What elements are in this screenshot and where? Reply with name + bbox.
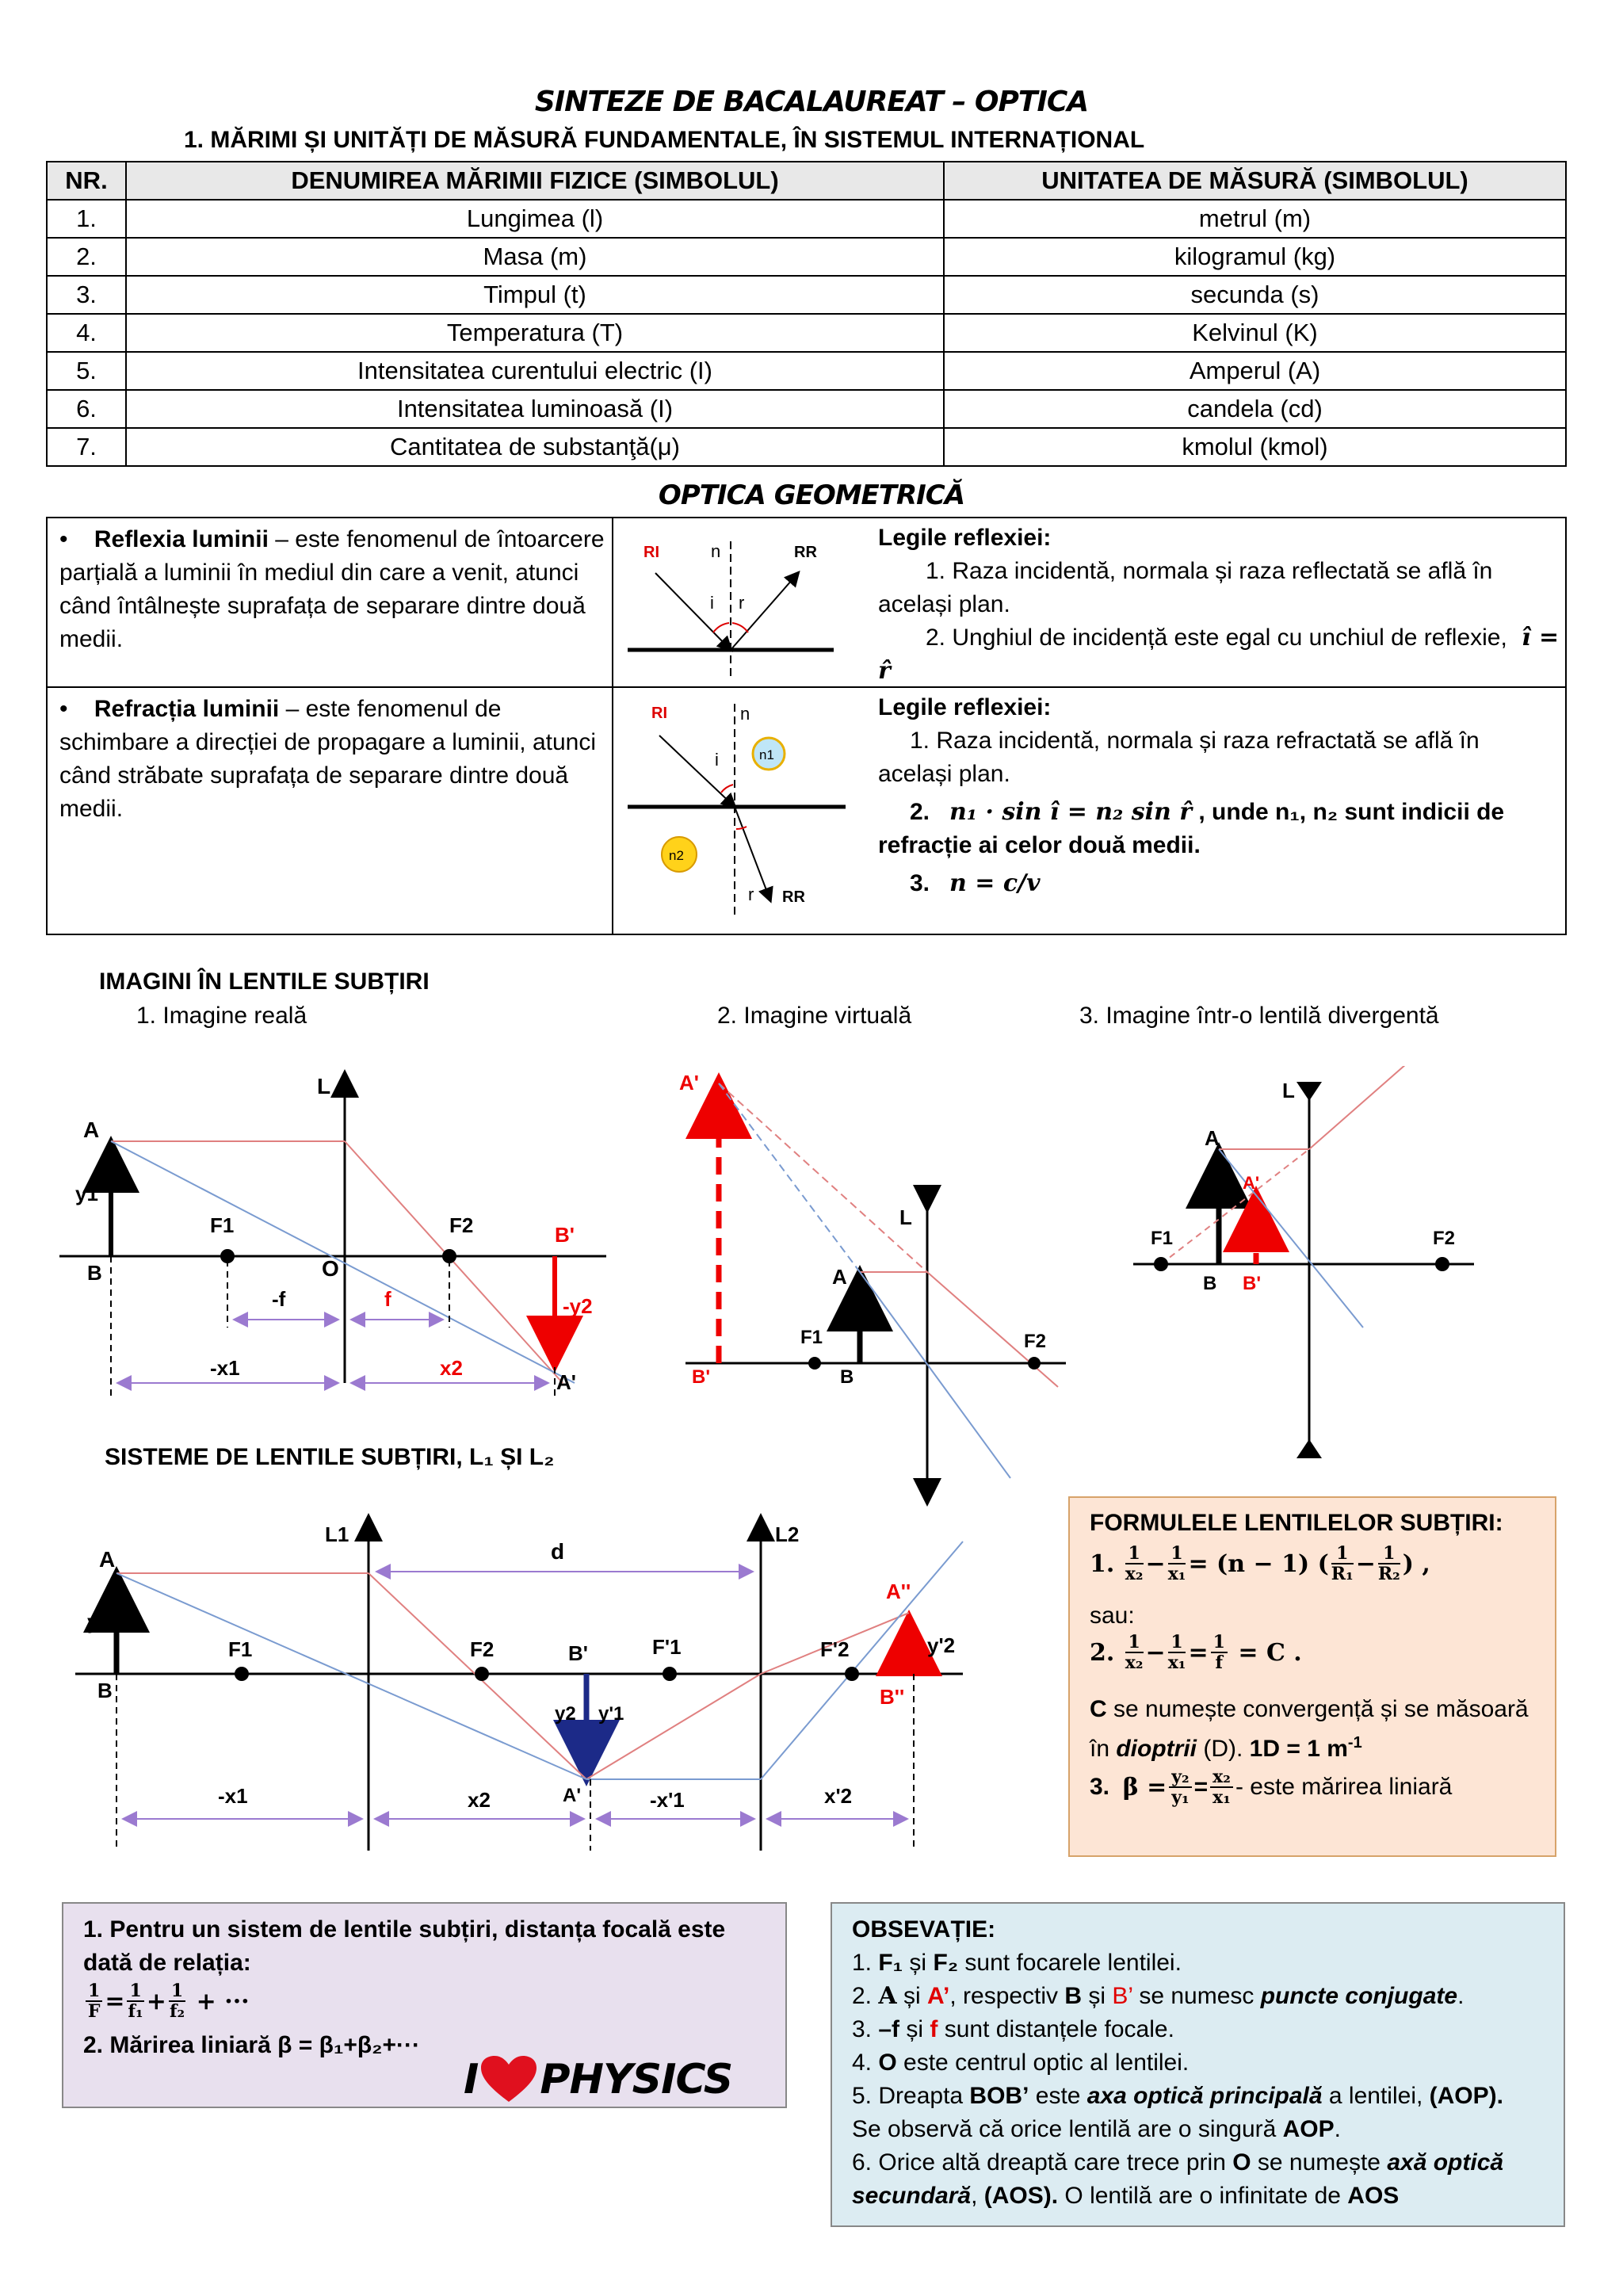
point-b-prime: B' [568, 1641, 588, 1665]
refractia-law-3 [878, 867, 1560, 900]
beta-symbol: β = [1122, 1773, 1167, 1801]
label-x2: x2 [440, 1356, 463, 1380]
refractia-law-1: 1. Raza incidentă, normala și raza refractată se află în același plan. [878, 728, 1480, 787]
units-table-header [47, 162, 1566, 200]
header-quantity: DENUMIREA MĂRIMII FIZICE (SIMBOLUL) [126, 162, 944, 200]
label-minus-y2: -y2 [563, 1294, 593, 1318]
divergent-lens-figure [1125, 1066, 1490, 1478]
system-focal-text: 1. Pentru un sistem de lentile subțiri, distanța focală este dată de relația: [83, 1916, 726, 1976]
label-normal-refr: n [740, 704, 750, 724]
table-cell: Intensitatea curentului electric (I) [126, 352, 944, 390]
formula-3-num: 3. [1090, 1774, 1110, 1800]
formula-2: 2. $\frac{1}{\text{x₂}}$ − $\frac{1}{\text{x₁}}$ = $\frac{1}{f}$ = C . [1090, 1632, 1302, 1673]
observation-item-1: 1. F₁ și F₂ sunt focarele lentilei. [852, 1950, 1182, 1976]
label-minus-x1: -x1 [218, 1784, 248, 1808]
convergence-symbol: C [1090, 1696, 1107, 1722]
label-y-prime-2: y'2 [927, 1633, 956, 1657]
label-i: i [710, 593, 714, 613]
refractia-law-2-rest: , unde n₁, n₂ sunt indicii de refracție ai celor două medii. [878, 799, 1505, 858]
table-cell: kilogramul (kg) [944, 238, 1566, 276]
refractia-laws [878, 691, 1560, 900]
heart-icon [479, 2054, 538, 2105]
table-cell: Masa (m) [126, 238, 944, 276]
caption-real-image: 1. Imagine reală [136, 1003, 307, 1029]
table-cell: metrul (m) [944, 200, 1566, 238]
label-y1: y1 [87, 1610, 110, 1633]
label-minus-x1: -x1 [210, 1356, 240, 1380]
observation-title: OBSEVAȚIE: [852, 1916, 996, 1943]
reflexia-law-2-formula: î = r̂ [878, 624, 1560, 685]
table-cell: candela (cd) [944, 390, 1566, 428]
table-cell: 1. [47, 200, 126, 238]
focus-f2: F2 [470, 1637, 495, 1661]
lens-system-box [62, 1902, 787, 2108]
observation-item-3: 3. –f și f sunt distanțele focale. [852, 2016, 1174, 2042]
reflexia-term: Reflexia luminii [94, 526, 269, 552]
observation-item-2: 2. A și A’, respectiv B și B’ se numesc puncte conjugate. [852, 1982, 1465, 2010]
convergence-unit: dioptrii [1116, 1736, 1197, 1762]
label-y1: y1 [75, 1182, 98, 1205]
label-x2: x2 [468, 1788, 491, 1812]
focus-f2: F2 [1024, 1331, 1047, 1352]
col-divider [612, 517, 613, 935]
label-i-refr: i [715, 750, 719, 770]
table-cell: 4. [47, 314, 126, 352]
system-focal-formula: $\frac{1}{F}$ = $\frac{1}{\text{f₁}}$ + $\frac{1}{\text{f₂}}$ + ··· [83, 1981, 250, 2021]
label-r: r [739, 593, 745, 613]
point-a-prime: A' [563, 1785, 582, 1806]
table-cell: Timpul (t) [126, 276, 944, 314]
label-x-prime-2: x'2 [824, 1784, 853, 1808]
lens-l2-label: L2 [775, 1522, 800, 1546]
observation-item-5: 5. Dreapta BOB’ este axa optică principală a lentilei, (AOP). Se observă că orice lentilă are o singură AOP. [852, 2083, 1503, 2142]
table-cell: Amperul (A) [944, 352, 1566, 390]
virtual-image-figure [670, 1066, 1074, 1510]
table-cell: 7. [47, 428, 126, 466]
refractia-law-3-num: 3. [910, 870, 930, 896]
table-cell: 5. [47, 352, 126, 390]
label-n1: n1 [759, 747, 774, 762]
point-b: B [87, 1261, 102, 1285]
real-image-figure [55, 1066, 610, 1407]
point-b: B [840, 1366, 854, 1388]
formulas-title: FORMULELE LENTILELOR SUBȚIRI: [1090, 1510, 1503, 1536]
observation-box [831, 1902, 1565, 2227]
convergence-text [1090, 1693, 1549, 1766]
header-nr: NR. [47, 162, 126, 200]
point-a: A [1205, 1126, 1220, 1150]
refractia-definition: • Refracția luminii – este fenomenul de schimbare a direcției de propagare a luminii, atunci când străbate suprafața de separare dintre două medii. [59, 696, 597, 822]
formula-or: sau: [1090, 1603, 1135, 1629]
lens-l1-label: L1 [325, 1522, 349, 1546]
formula-3-text: - este mărirea liniară [1235, 1774, 1453, 1800]
point-a-double-prime: A'' [886, 1580, 911, 1603]
section-title-units: 1. MĂRIMI ȘI UNITĂȚI DE MĂSURĂ FUNDAMENTALE, ÎN SISTEMUL INTERNAȚIONAL [184, 127, 1145, 153]
refractia-law-2 [878, 796, 1560, 862]
label-d: d [551, 1539, 565, 1564]
table-cell: Lungimea (l) [126, 200, 944, 238]
reflexia-definition-text: – este fenomenul de întoarcere parțială a luminii în mediul din care a venit, atunci când întâlnește suprafața de separare dintre două medii. [59, 526, 605, 652]
label-rr-refr: RR [782, 888, 805, 906]
reflexia-laws [878, 521, 1560, 688]
point-b: B [97, 1679, 113, 1702]
observation-item-4: 4. O este centrul optic al lentilei. [852, 2050, 1190, 2076]
label-minus-x-prime-1: -x'1 [650, 1788, 685, 1812]
label-minus-f: -f [272, 1287, 286, 1311]
header-unit: UNITATEA DE MĂSURĂ (SIMBOLUL) [944, 162, 1566, 200]
refraction-diagram [620, 696, 850, 922]
table-row [47, 238, 1566, 276]
table-cell: 3. [47, 276, 126, 314]
label-rr: RR [794, 544, 817, 561]
table-row [47, 314, 1566, 352]
reflexia-law-2-text: 2. Unghiul de incidență este egal cu unchiul de reflexie, [926, 625, 1507, 651]
point-b: B [1203, 1273, 1217, 1294]
point-b-prime: B' [1243, 1273, 1262, 1294]
diopter-exponent: -1 [1347, 1734, 1362, 1752]
focus-f1: F1 [210, 1213, 235, 1237]
reflexia-laws-title: Legile reflexiei: [878, 525, 1052, 551]
focus-f1: F1 [800, 1327, 823, 1348]
thin-lens-formulas-box [1068, 1496, 1556, 1857]
point-b-prime: B' [692, 1366, 711, 1388]
formula-3: 3. β = $\frac{\text{y₂}}{\text{y₁}}$ = $\frac{\text{x₂}}{\text{x₁}}$ - este mărirea liniară [1090, 1767, 1453, 1808]
focus-f2: F2 [449, 1213, 474, 1237]
table-row [47, 390, 1566, 428]
focus-f1: F1 [1151, 1228, 1174, 1249]
formula-1: 1. $\frac{1}{\text{x₂}}$ − $\frac{1}{\text{x₁}}$ = (n − 1) ( $\frac{1}{\text{R₁}}$ − $\frac{1}{\text{R₂}}$ ) , [1090, 1543, 1430, 1584]
refractia-definition-text: – este fenomenul de schimbare a direcției de propagare a luminii, atunci când străbate suprafața de separare dintre două medii. [59, 696, 597, 822]
caption-divergent-image: 3. Imagine într-o lentilă divergentă [1079, 1003, 1439, 1029]
i-love-physics-logo [464, 2054, 732, 2105]
table-cell: Intensitatea luminoasă (I) [126, 390, 944, 428]
focus-f-prime-2: F'2 [820, 1637, 850, 1661]
table-cell: secunda (s) [944, 276, 1566, 314]
refractia-term: Refracția luminii [94, 696, 280, 722]
table-row [47, 428, 1566, 466]
images-title: IMAGINI ÎN LENTILE SUBȚIRI [99, 968, 430, 995]
lens-system-figure [67, 1502, 979, 1862]
point-a: A [99, 1547, 116, 1572]
point-a-prime: A' [679, 1071, 699, 1095]
point-a: A [83, 1117, 100, 1142]
focus-f1: F1 [228, 1637, 253, 1661]
refractia-law-2-formula: n₁ · sin î = n₂ sin r̂ [949, 798, 1193, 826]
system-magnification: 2. Mărirea liniară β = β₁+β₂+··· [83, 2032, 420, 2058]
label-y-prime-1: y'1 [598, 1703, 624, 1725]
table-cell: Temperatura (T) [126, 314, 944, 352]
refractia-laws-title: Legile reflexiei: [878, 694, 1052, 720]
label-y2: y2 [555, 1703, 576, 1725]
table-cell: Kelvinul (K) [944, 314, 1566, 352]
table-cell: 6. [47, 390, 126, 428]
diopter-definition: 1D = 1 m [1249, 1736, 1348, 1762]
caption-virtual-image: 2. Imagine virtuală [717, 1003, 912, 1029]
formula-1-num: 1. [1090, 1549, 1115, 1578]
table-row [47, 200, 1566, 238]
table-cell: Cantitatea de substanţă(μ) [126, 428, 944, 466]
observation-item-6: 6. Orice altă dreaptă care trece prin O se numește axă optică secundară, (AOS). O lentilă are o infinitate de AOS [852, 2149, 1504, 2209]
lens-label: L [1282, 1079, 1295, 1102]
reflexia-law-2 [878, 621, 1560, 688]
logo-physics: PHYSICS [540, 2056, 733, 2103]
label-normal: n [711, 541, 721, 561]
point-b-prime: B' [555, 1223, 575, 1247]
units-table [46, 161, 1567, 467]
geometric-optics-title: OPTICA GEOMETRICĂ [658, 479, 965, 511]
table-row [47, 352, 1566, 390]
observation-content [852, 1913, 1549, 2213]
lens-label: L [899, 1205, 912, 1229]
reflexia-definition: • Reflexia luminii – este fenomenul de întoarcere parțială a luminii în mediul din care a venit, atunci când întâlnește suprafața de separare dintre două medii. [59, 526, 605, 652]
focus-f-prime-1: F'1 [652, 1635, 682, 1659]
label-ri: RI [643, 544, 659, 561]
table-cell: 2. [47, 238, 126, 276]
formula-1-text: (n − 1) [1216, 1549, 1310, 1578]
label-f: f [384, 1287, 391, 1311]
lens-label: L [317, 1074, 331, 1098]
point-a: A [832, 1265, 847, 1289]
convergence-abbr: (D). [1197, 1736, 1250, 1762]
point-a-prime: A' [1243, 1173, 1260, 1193]
formula-2-end: = C . [1238, 1638, 1302, 1667]
formula-2-num: 2. [1090, 1638, 1115, 1667]
refractia-law-3-formula: n = c/v [949, 869, 1041, 897]
logo-i: I [464, 2056, 479, 2103]
optical-center: O [322, 1256, 339, 1281]
focus-f2: F2 [1433, 1228, 1456, 1249]
refractia-law-2-num: 2. [910, 799, 930, 825]
reflection-diagram [620, 529, 850, 680]
system-focal-formula-end: + ··· [196, 1987, 250, 2015]
table-row [47, 276, 1566, 314]
point-a-prime: A' [556, 1370, 576, 1394]
lens-systems-title: SISTEME DE LENTILE SUBȚIRI, L₁ ȘI L₂ [105, 1444, 555, 1470]
reflexia-law-1: 1. Raza incidentă, normala și raza reflectată se află în același plan. [878, 558, 1493, 617]
label-r-refr: r [748, 884, 754, 904]
point-b-double-prime: B'' [880, 1685, 905, 1709]
label-ri-refr: RI [651, 705, 667, 722]
convergence-desc: se numește convergență și se măsoară în [1090, 1696, 1529, 1762]
label-n2: n2 [669, 848, 684, 863]
table-cell: kmolul (kmol) [944, 428, 1566, 466]
page-title: SINTEZE DE BACALAUREAT – OPTICA [534, 86, 1089, 118]
